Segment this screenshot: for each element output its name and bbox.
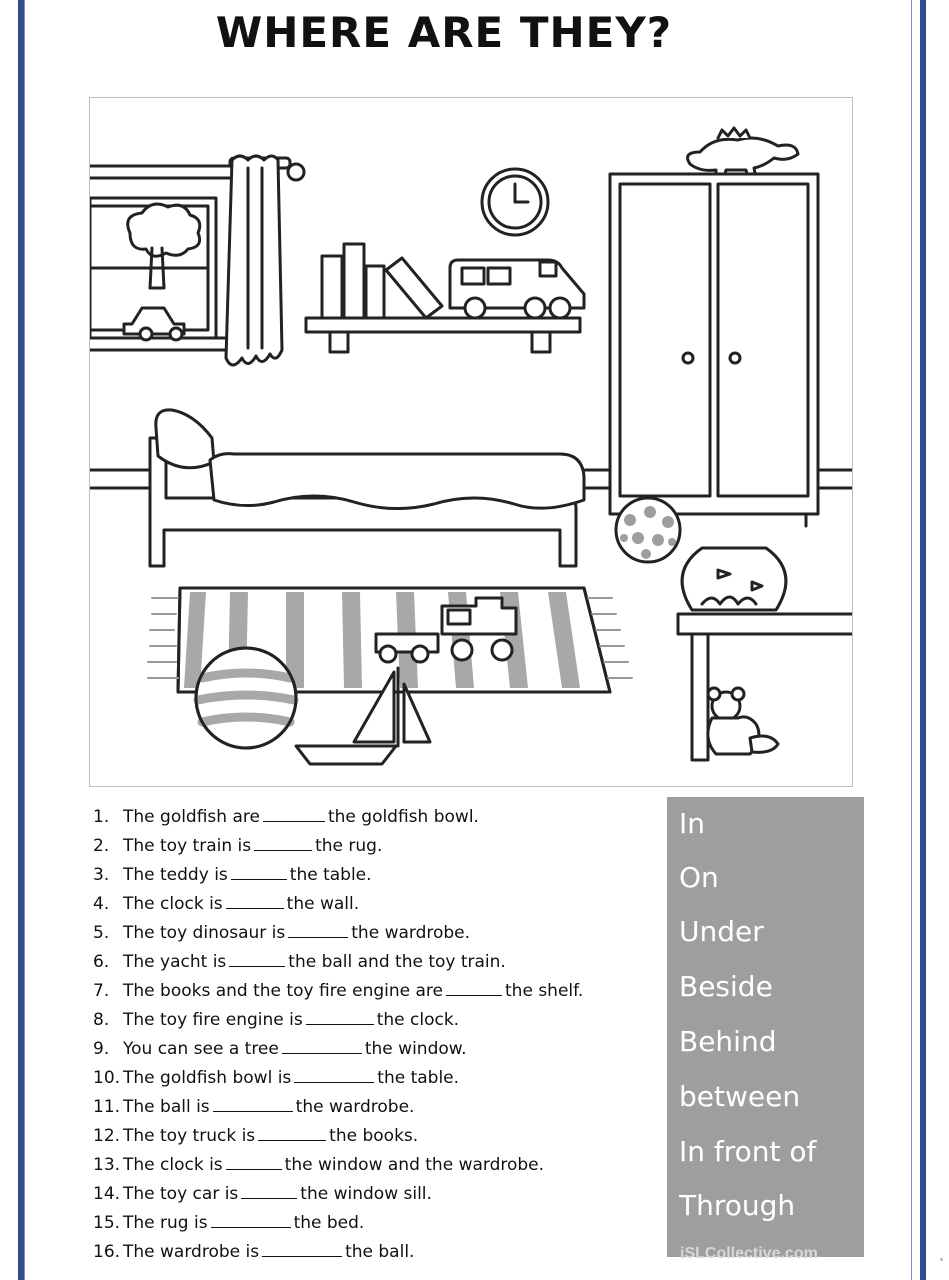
spotted-ball-icon xyxy=(616,498,680,562)
answer-blank[interactable] xyxy=(231,861,287,880)
answer-blank[interactable] xyxy=(306,1006,374,1025)
question-10: 10. The goldfish bowl is the table. xyxy=(93,1064,653,1093)
answer-blank[interactable] xyxy=(229,948,285,967)
answer-blank[interactable] xyxy=(294,1064,374,1083)
question-16: 16. The wardrobe is the ball. xyxy=(93,1238,653,1267)
question-11: 11. The ball is the wardrobe. xyxy=(93,1093,653,1122)
question-9: 9. You can see a tree the window. xyxy=(93,1035,653,1064)
question-14: 14. The toy car is the window sill. xyxy=(93,1180,653,1209)
answer-blank[interactable] xyxy=(446,977,502,996)
answer-blank[interactable] xyxy=(226,1151,282,1170)
bedroom-illustration xyxy=(89,97,853,787)
answer-blank[interactable] xyxy=(263,803,325,822)
goldfish-bowl-icon xyxy=(682,548,786,610)
toy-car-icon xyxy=(124,308,184,340)
worksheet-title: WHERE ARE THEY? xyxy=(215,8,673,57)
word-bank-item: Behind xyxy=(679,1025,777,1058)
question-12: 12. The toy truck is the books. xyxy=(93,1122,653,1151)
question-1: 1. The goldfish are the goldfish bowl. xyxy=(93,803,653,832)
question-4: 4. The clock is the wall. xyxy=(93,890,653,919)
decorative-dot xyxy=(940,1258,943,1261)
toy-dinosaur-icon xyxy=(688,128,798,178)
question-2: 2. The toy train is the rug. xyxy=(93,832,653,861)
watermark: iSLCollective.com xyxy=(680,1245,818,1262)
question-8: 8. The toy fire engine is the clock. xyxy=(93,1006,653,1035)
shelf xyxy=(306,318,580,352)
bed xyxy=(150,410,584,566)
answer-blank[interactable] xyxy=(282,1035,362,1054)
question-6: 6. The yacht is the ball and the toy train. xyxy=(93,948,653,977)
word-bank-item: between xyxy=(679,1080,801,1113)
teddy-icon xyxy=(708,688,778,754)
question-15: 15. The rug is the bed. xyxy=(93,1209,653,1238)
word-bank-item: Under xyxy=(679,915,764,948)
striped-ball-icon xyxy=(196,648,296,748)
questions-list xyxy=(93,803,653,1267)
wardrobe xyxy=(610,174,818,526)
word-bank-item: On xyxy=(679,861,719,894)
question-5: 5. The toy dinosaur is the wardrobe. xyxy=(93,919,653,948)
word-bank-item: Through xyxy=(679,1189,796,1222)
answer-blank[interactable] xyxy=(254,832,312,851)
answer-blank[interactable] xyxy=(211,1209,291,1228)
answer-blank[interactable] xyxy=(213,1093,293,1112)
toy-fire-engine-icon xyxy=(450,260,584,318)
answer-blank[interactable] xyxy=(258,1122,326,1141)
question-7: 7. The books and the toy fire engine are the shelf. xyxy=(93,977,653,1006)
question-13: 13. The clock is the window and the wardrobe. xyxy=(93,1151,653,1180)
books-icon xyxy=(322,244,442,318)
question-3: 3. The teddy is the table. xyxy=(93,861,653,890)
word-bank xyxy=(667,797,864,1257)
tree-icon xyxy=(128,204,200,288)
clock-icon xyxy=(482,169,548,235)
answer-blank[interactable] xyxy=(226,890,284,909)
answer-blank[interactable] xyxy=(288,919,348,938)
word-bank-item: In front of xyxy=(679,1135,817,1168)
answer-blank[interactable] xyxy=(262,1238,342,1257)
answer-blank[interactable] xyxy=(241,1180,297,1199)
word-bank-item: Beside xyxy=(679,970,773,1003)
curtain xyxy=(226,156,304,365)
word-bank-item: In xyxy=(679,807,706,840)
